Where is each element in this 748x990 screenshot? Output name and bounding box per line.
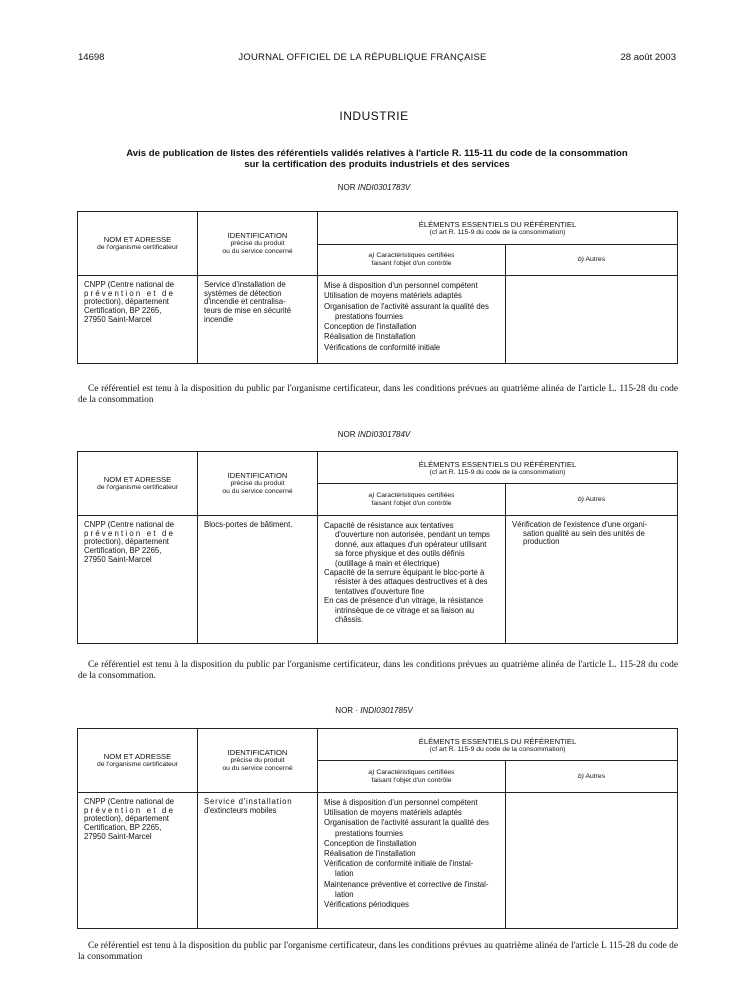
header-essential-elements: ÉLÉMENTS ESSENTIELS DU RÉFÉRENTIEL (cf art R. 115-9 du code de la consommation) xyxy=(318,729,678,761)
nor-code: INDI0301784V xyxy=(357,430,411,439)
nor-label: NOR xyxy=(337,430,356,439)
nor-label: NOR · xyxy=(335,706,358,715)
availability-paragraph-1: Ce référentiel est tenu à la disposition du public par l'organisme certificateur, dans les conditions prévues au quatrième alinéa de l'article L. 115-28 du code de la consommation xyxy=(78,384,678,405)
notice-title-line1: Avis de publication de listes des référentiels validés relatives à l'article R. 115-11 du code de la consommation xyxy=(126,148,628,159)
availability-paragraph-2: Ce référentiel est tenu à la disposition du public par l'organisme certificateur, dans les conditions prévues au quatrième alinéa de l'article L. 115-28 du code de la consommation. xyxy=(78,660,678,681)
referential-table-2 xyxy=(77,451,678,644)
header-identification: IDENTIFICATION précise du produit ou du service concerné xyxy=(198,729,318,793)
criteria-cell: Capacité de résistance aux tentatives d'ouverture non autorisée, pendant un temps donné, aux attaques d'un opérateur utilisant sa force physique et des outils définis (outillage à main et électrique) Capacité de la serrure équipant le bloc-porte à résister à des attaques destructives et à des tentatives d'ouverture fine En cas de présence d'un vitrage, la résistance intrinsèque de ce vitrage et sa liaison au châssis. xyxy=(318,516,506,644)
header-other: b) Autres xyxy=(506,245,678,276)
journal-title: JOURNAL OFFICIEL DE LA RÉPUBLIQUE FRANÇAISE xyxy=(238,51,487,63)
criteria-cell: Mise à disposition d'un personnel compétent Utilisation de moyens matériels adaptés Organisation de l'activité assurant la qualité des prestations fournies Conception de l'installation Réalisation de l'installation Vérification de conformité initiale de l'instal- lation Maintenance préventive et corrective de l'instal- lation Vérifications périodiques xyxy=(318,793,506,929)
header-certified-characteristics: a) Caractéristiques certifiées faisant l'objet d'un contrôle xyxy=(318,245,506,276)
criteria-cell: Mise à disposition d'un personnel compétent Utilisation de moyens matériels adaptés Organisation de l'activité assurant la qualité des prestations fournies Conception de l'installation Réalisation de l'installation Vérifications de conformité initiale xyxy=(318,276,506,364)
org-cell: CNPP (Centre national de prévention et de protection), département Certification, BP 2265, 27950 Saint-Marcel xyxy=(78,516,198,644)
org-cell: CNPP (Centre national de prévention et de protection), département Certification, BP 2265, 27950 Saint-Marcel xyxy=(78,793,198,929)
org-cell: CNPP (Centre national de prévention et de protection), département Certification, BP 2265, 27950 Saint-Marcel xyxy=(78,276,198,364)
availability-paragraph-3: Ce référentiel est tenu à la disposition du public par l'organisme certificateur, dans les conditions prévues au quatrième alinéa de l'article L 115-28 du code de la consommation xyxy=(78,941,678,962)
header-other: b) Autres xyxy=(506,761,678,793)
nor-reference-3 xyxy=(0,706,748,715)
nor-label: NOR xyxy=(337,183,356,192)
header-org: NOM ET ADRESSE de l'organisme certificateur xyxy=(78,452,198,516)
nor-code: INDI0301783V xyxy=(357,183,411,192)
nor-reference-2 xyxy=(0,430,748,439)
header-org: NOM ET ADRESSE de l'organisme certificateur xyxy=(78,212,198,276)
identification-cell: Service d'installation d'extincteurs mobiles xyxy=(198,793,318,929)
header-essential-elements: ÉLÉMENTS ESSENTIELS DU RÉFÉRENTIEL (cf art R. 115-9 du code de la consommation) xyxy=(318,452,678,484)
referential-table-3 xyxy=(77,728,678,929)
other-cell xyxy=(506,793,678,929)
header-other: b) Autres xyxy=(506,484,678,516)
notice-title-line2: sur la certification des produits industriels et des services xyxy=(244,159,510,170)
other-cell: Vérification de l'existence d'une organi- sation qualité au sein des unités de production xyxy=(506,516,678,644)
header-org: NOM ET ADRESSE de l'organisme certificateur xyxy=(78,729,198,793)
page-number: 14698 xyxy=(78,51,105,63)
nor-reference-1 xyxy=(0,183,748,192)
header-identification: IDENTIFICATION précise du produit ou du service concerné xyxy=(198,212,318,276)
header-certified-characteristics: a) Caractéristiques certifiées faisant l'objet d'un contrôle xyxy=(318,761,506,793)
header-identification: IDENTIFICATION précise du produit ou du service concerné xyxy=(198,452,318,516)
page-header xyxy=(78,50,676,64)
header-certified-characteristics: a) Caractéristiques certifiées faisant l'objet d'un contrôle xyxy=(318,484,506,516)
referential-table-1 xyxy=(77,211,678,364)
issue-date: 28 août 2003 xyxy=(620,51,676,63)
header-essential-elements: ÉLÉMENTS ESSENTIELS DU RÉFÉRENTIEL (cf art R. 115-9 du code de la consommation) xyxy=(318,212,678,245)
identification-cell: Blocs-portes de bâtiment. xyxy=(198,516,318,644)
notice-title xyxy=(78,148,676,170)
section-title: INDUSTRIE xyxy=(339,109,409,123)
nor-code: INDI0301785V xyxy=(360,706,413,715)
identification-cell: Service d'installation de systèmes de détection d'incendie et centralisa- teurs de mise en sécurité incendie xyxy=(198,276,318,364)
other-cell xyxy=(506,276,678,364)
